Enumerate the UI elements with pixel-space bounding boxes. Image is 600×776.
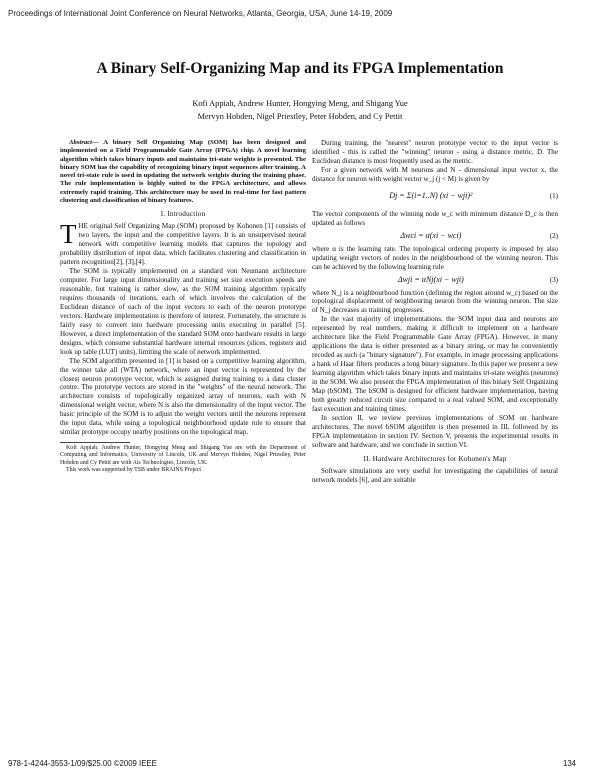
equation-1 — [312, 184, 558, 210]
equation-formula: Dj = Σ(i=1..N) (xi − wji)² — [389, 191, 473, 201]
paper-title: A Binary Self-Organizing Map and its FPGA Implementation — [96, 60, 504, 77]
intro-paragraph-text: HE original Self Organizing Map (SOM) proposed by Kohonen [1] consists of two layers, the input and the competitive layers. It is an unsupervised neural network with competitive learning models that captures the topology and probability distribution of input data, which facilitates clustering and classification in pattern recognition[2], [3],[4]. — [60, 222, 306, 267]
intro-paragraph: The SOM algorithm presented in [1] is based on a competitive learning algorithm, the winner take all (WTA) network, where an input vector is represented by the closest neuron prototype vector, which is assigned during training to a data cluster centre. The prototype vectors are stored in the "weights" of the neural network. The architecture consists of topologically organized array of neurons, each with N dimensional weight vector, where N is also the dimensionality of the input vector. The basic principle of the SOM is to adjust the weight vectors until the neurons represent the input data, while using a topological neighbourhood update rule to ensure that similar prototype occupy nearby positions on the topological map. — [60, 356, 306, 437]
equation-number: (2) — [549, 231, 558, 240]
author-line: Kofi Appiah, Andrew Hunter, Hongying Meng, and Shigang Yue — [192, 99, 408, 108]
section-heading: II. Hardware Architectures for Kohonen's Map — [363, 454, 507, 463]
body-paragraph: where N_j is a neighbourhood function (defining the region around w_c) based on the topological displacement of neighbouring neuron from the winning neuron. The size of N_j decreases as training progresses. — [312, 288, 558, 315]
intro-paragraph — [60, 219, 306, 267]
drop-cap: T — [60, 219, 77, 250]
body-paragraph: The vector components of the winning node w_c with minimum distance D_c is then updated as follows — [312, 209, 558, 227]
footnote-rule — [60, 442, 130, 443]
left-column — [60, 139, 306, 474]
equation-number: (1) — [549, 192, 558, 201]
author-line: Mervyn Hobden, Nigel Priestley, Peter Hobden, and Cy Pettit — [197, 112, 403, 121]
section-heading: I. Introduction — [160, 210, 206, 219]
footnote-affiliation: Kofi Appiah, Andrew Hunter, Hongying Meng and Shigang Yue are with the Department of Computing and Informatics, University of Lincoln, UK and Mervyn Hobden, Nigel Priestley, Peter Hobden and Cy Pettit are with Ais Technologies, Lincoln, UK. — [60, 445, 306, 466]
body-paragraph: Software simulations are very useful for investigating the capabilities of neural network models [6], and are suitable — [312, 466, 558, 484]
abstract — [60, 139, 306, 205]
abstract-label: Abstract — [69, 139, 93, 146]
footnote — [60, 445, 306, 474]
running-header: Proceedings of International Joint Conference on Neural Networks, Atlanta, Georgia, USA, June 14-19, 2009 — [8, 9, 393, 18]
footnote-funding: This work was supported by TSB under BRAINS Project — [66, 466, 202, 473]
body-paragraph: In the vast majority of implementations, the SOM input data and neurons are represented by real numbers, making it difficult to implement on a hardware architecture like the Field Programmable Gate Array (FPGA). However, in many applications the data is either presented as a binary string, or may be conveniently recoded as such (a "binary signature"). For example, in image processing applications a bank of Haar filters produces a long binary signature. In this paper we present a new learning algorithm which takes binary inputs and maintains tri-state weights (neurons) in the SOM. We also present the FPGA implementation of this binary Self Organizing Map (bSOM). The bSOM is designed for efficient hardware implementation, having both greatly reduced circuit size compared to a real valued SOM, and exceptionally fast execution and training times. — [312, 315, 558, 413]
equation-formula: Δwci = α(xi − wci) — [400, 230, 462, 240]
equation-number: (3) — [549, 275, 558, 284]
body-paragraph: where α is the learning rate. The topological ordering property is imposed by also updating weight vectors of nodes in the neighbourhood of the winning neuron. This can be achieved by the following learning rule — [312, 244, 558, 271]
body-paragraph: In section II, we review previous implementations of SOM on hardware architectures. The novel bSOM algorithm is then presented in III, followed by its FPGA implementation in section IV. Section V, presents the experimental results in software and hardware, and we conclude in section VI. — [312, 413, 558, 449]
right-column — [312, 139, 558, 485]
author-block — [0, 97, 600, 123]
page-number: 134 — [563, 759, 577, 768]
equation-2 — [312, 228, 558, 245]
equation-formula: Δwji = αNj(xi − wji) — [397, 274, 464, 284]
body-paragraph: During training, the "nearest" neuron prototype vector to the input vector is identified - this is called the "winning" neuron - using a distance metric, D. The Euclidean distance is most frequently used as the metric. — [312, 139, 558, 165]
abstract-text: — A binary Self Organizing Map (SOM) has been designed and implemented on a Field Programmable Gate Array (FPGA) chip. A novel learning algorithm which takes binary inputs and maintains tri-state weights is presented. The binary SOM has the capability of recognizing binary input sequences after training. A novel tri-state rule is used in updating the network weights during the training phase. The rule implementation is highly suited to the FPGA architecture, and allows extremely rapid training. This architecture may be used in real-time for fast pattern clustering and classification of binary features. — [60, 139, 306, 205]
body-paragraph: For a given network with M neurons and N - dimensional input vector x, the distance for neuron with weight vector w_j (j < M) is given by — [312, 165, 558, 183]
intro-paragraph: The SOM is typically implemented on a standard von Neumann architecture computer. For large input dimensionality and training set size execution speeds are reasonable, but training is rather slow, as the SOM training algorithm typically requires thousands of iterations, each of which involves the calculation of the Euclidean distance of each of the input vectors to each of the neuron prototype vectors. Hardware implementation is therefore of interest. Fortunately, the structure is fairly easy to convert into hardware processing units executing in parallel [5]. However, a direct implementation of the standard SOM onto hardware results in large designs, which consume substantial hardware internal resources (slices, registers and look up table (LUT) units), limiting the scale of network implemented. — [60, 267, 306, 356]
copyright-footer: 978-1-4244-3553-1/09/$25.00 ©2009 IEEE — [8, 759, 157, 768]
equation-3 — [312, 272, 558, 289]
